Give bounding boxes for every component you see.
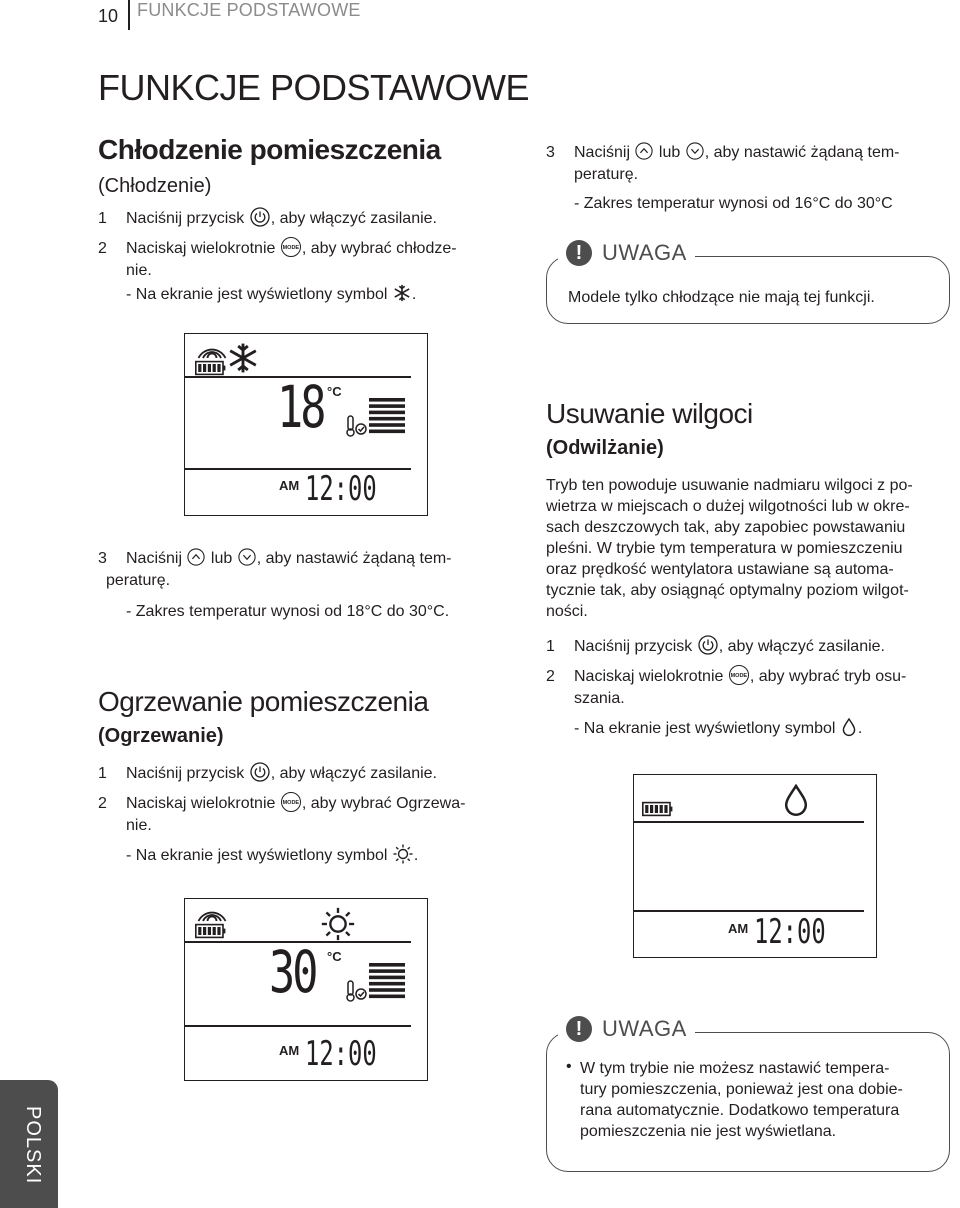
lcd-divider: [185, 468, 411, 470]
warning-icon: !: [566, 240, 592, 266]
lcd-celsius: °C: [327, 384, 342, 399]
lcd-divider: [634, 821, 864, 823]
battery-icon: [195, 923, 227, 939]
chevron-down-icon: [686, 142, 704, 160]
power-icon: [698, 635, 718, 655]
caution-bullet: •: [566, 1058, 572, 1075]
cooling-step-3-cont: peraturę.: [106, 572, 171, 589]
signal-icon: [197, 344, 227, 360]
dehum-step-2-cont: szania.: [574, 690, 625, 707]
caution-text: W tym trybie nie możesz nastawić tempera- tury pomieszczenia, ponieważ jest ona dobie- rana automatycznie. Dodatkowo temperatura pomieszczenia nie jest wyświetlana.: [580, 1060, 903, 1140]
mode-button-icon: MODE: [729, 665, 749, 685]
lcd-celsius: °C: [327, 949, 342, 964]
cooling-title: Chłodzenie pomieszczenia: [98, 134, 441, 165]
droplet-icon: [841, 717, 857, 737]
chevron-down-icon: [238, 548, 256, 566]
dehum-description: Tryb ten powoduje usuwanie nadmiaru wilgoci z po- wietrza w miejscach o dużej wilgotności lub w okre- sach deszczowych tak, aby zapobiec powstawaniu pleśni. W trybie tym temperatura w pomieszczeniu oraz prędkość wentylatora ustawiane są automa- tycznie tak, aby osiągnąć optymalny poziom wilgot- ności.: [546, 477, 913, 620]
cooling-step-2: 2 Naciskaj wielokrotnie MODE , aby wybrać chłodze-: [98, 238, 457, 259]
caution-header: [558, 240, 695, 266]
chevron-up-icon: [187, 548, 205, 566]
cooling-step-1: 1 Naciśnij przycisk , aby włączyć zasilanie.: [98, 208, 437, 229]
main-title: FUNKCJE PODSTAWOWE: [98, 67, 529, 108]
thermometer-icon: [345, 414, 369, 438]
lcd-clock: 12:00: [305, 469, 377, 509]
header-rule: [128, 0, 130, 30]
lcd-divider: [634, 910, 864, 912]
language-tab-label: POLSKI: [22, 1106, 44, 1185]
mode-button-icon: MODE: [281, 792, 301, 812]
sun-icon: [393, 844, 413, 864]
top-right-step-3: 3 Naciśnij lub , aby nastawić żądaną tem-: [546, 142, 900, 163]
cooling-note: - Na ekranie jest wyświetlony symbol .: [126, 284, 416, 305]
lcd-clock: 12:00: [305, 1034, 377, 1074]
lcd-divider: [185, 1025, 411, 1027]
dehum-note: - Na ekranie jest wyświetlony symbol .: [574, 718, 862, 739]
page-number: 10: [98, 6, 119, 26]
top-right-step-3-cont: peraturę.: [574, 166, 639, 183]
caution-label: UWAGA: [602, 240, 687, 265]
cooling-lcd-display: [184, 333, 428, 516]
fan-speed-icon: [369, 961, 405, 1001]
lcd-temperature: 30: [269, 938, 316, 1006]
snowflake-icon: [227, 342, 259, 374]
caution-label: UWAGA: [602, 1016, 687, 1041]
snowflake-icon: [393, 284, 411, 302]
lcd-temperature: 18: [277, 373, 324, 441]
cooling-subtitle: (Chłodzenie): [98, 175, 212, 197]
cooling-step-2-cont: nie.: [126, 262, 152, 279]
heating-step-2-cont: nie.: [126, 817, 152, 834]
thermometer-icon: [345, 979, 369, 1003]
power-icon: [250, 762, 270, 782]
dehum-lcd-display: [633, 774, 877, 958]
dehum-subtitle: (Odwilżanie): [546, 437, 664, 459]
top-right-range: - Zakres temperatur wynosi od 16°C do 30°C: [574, 195, 893, 212]
warning-icon: !: [566, 1016, 592, 1042]
heating-title: Ogrzewanie pomieszczenia: [98, 686, 429, 717]
dehum-title: Usuwanie wilgoci: [546, 398, 753, 429]
dehum-step-1: 1 Naciśnij przycisk , aby włączyć zasilanie.: [546, 636, 885, 657]
mode-button-icon: MODE: [281, 237, 301, 257]
signal-icon: [197, 907, 227, 923]
power-icon: [250, 207, 270, 227]
heating-note: - Na ekranie jest wyświetlony symbol .: [126, 845, 418, 866]
cooling-step-3: 3 Naciśnij lub , aby nastawić żądaną tem-: [98, 548, 452, 569]
battery-icon: [642, 801, 674, 817]
running-title: FUNKCJE PODSTAWOWE: [137, 0, 361, 20]
sun-icon: [321, 907, 355, 941]
chevron-up-icon: [635, 142, 653, 160]
droplet-icon: [782, 783, 810, 817]
lcd-am: AM: [279, 1043, 300, 1058]
lcd-clock: 12:00: [754, 912, 826, 952]
lcd-am: AM: [279, 478, 300, 493]
fan-speed-icon: [369, 396, 405, 436]
caution-header: [558, 1016, 695, 1042]
heating-subtitle: (Ogrzewanie): [98, 725, 224, 747]
caution-text: Modele tylko chłodzące nie mają tej funkcji.: [568, 289, 875, 306]
battery-icon: [195, 360, 227, 376]
lcd-am: AM: [728, 921, 749, 936]
heating-step-1: 1 Naciśnij przycisk , aby włączyć zasilanie.: [98, 763, 437, 784]
heating-lcd-display: [184, 898, 428, 1081]
cooling-range: - Zakres temperatur wynosi od 18°C do 30°C.: [126, 603, 450, 620]
dehum-step-2: 2 Naciskaj wielokrotnie MODE , aby wybrać tryb osu-: [546, 666, 906, 687]
heating-step-2: 2 Naciskaj wielokrotnie MODE , aby wybrać Ogrzewa-: [98, 793, 465, 814]
